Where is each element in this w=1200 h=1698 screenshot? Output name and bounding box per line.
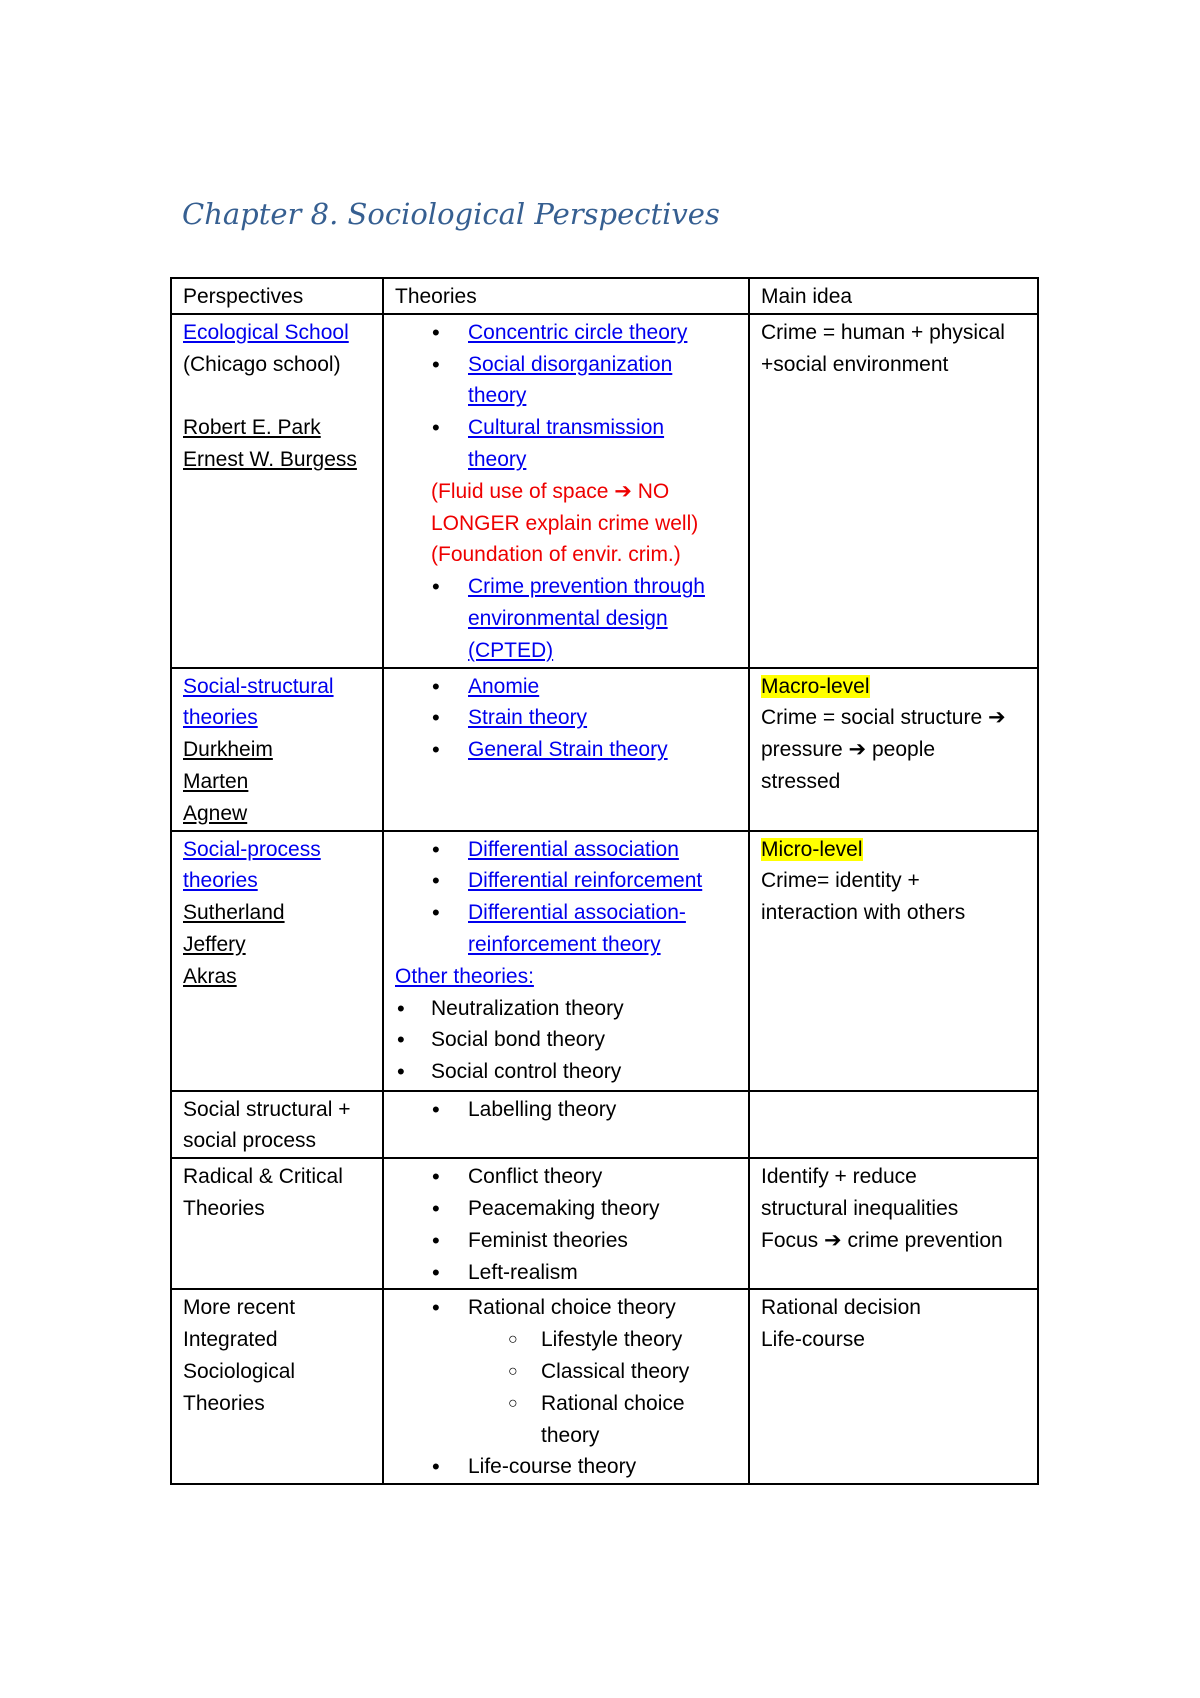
bullet-icon: •	[432, 868, 440, 894]
bullet-icon: •	[432, 836, 440, 862]
theorist-name: Robert E. Park	[183, 416, 321, 440]
theorist-name: Marten	[183, 769, 249, 793]
list-item: ○ Classical theory	[395, 1356, 738, 1388]
list-item: • Life-course theory	[395, 1451, 738, 1483]
perspective-subtitle: (Chicago school)	[183, 352, 341, 376]
other-theories-link[interactable]: Other theories:	[395, 964, 534, 988]
list-item: ○ Lifestyle theory	[395, 1324, 738, 1356]
header-perspectives: Perspectives	[171, 278, 383, 314]
table-row	[171, 1091, 1038, 1159]
list-item	[395, 412, 738, 476]
bullet-icon: •	[432, 1096, 440, 1122]
main-idea-cell	[749, 1158, 1038, 1289]
theory-list	[395, 1292, 738, 1324]
bullet-icon: •	[432, 1259, 440, 1285]
list-item	[395, 571, 738, 666]
theorist-name: Ernest W. Burgess	[183, 447, 357, 471]
list-item: • Social bond theory	[395, 1024, 738, 1056]
theorist-name: Akras	[183, 964, 237, 988]
list-item	[395, 734, 738, 766]
social-structural-link[interactable]: theories	[183, 706, 258, 730]
list-item: • Rational choice theory	[395, 1292, 738, 1324]
theory-link[interactable]: Concentric circle theory	[468, 320, 688, 344]
main-idea-line: Crime= identity +	[761, 869, 920, 893]
main-idea-line: stressed	[761, 769, 841, 793]
main-idea-cell	[749, 1289, 1038, 1484]
table-row	[171, 668, 1038, 831]
list-item: • Feminist theories	[395, 1225, 738, 1257]
bullet-icon: •	[432, 1164, 440, 1190]
theory-list	[395, 1161, 738, 1288]
theory-list	[395, 834, 738, 961]
main-idea-line: Life-course	[761, 1328, 865, 1352]
list-item	[395, 349, 738, 413]
table-row	[171, 1289, 1038, 1484]
social-structural-link[interactable]: Social-structural	[183, 674, 334, 698]
bullet-icon: •	[432, 1227, 440, 1253]
sub-theory-list	[395, 1324, 738, 1451]
theory-link[interactable]: Differential association-	[468, 901, 686, 925]
theory-link[interactable]: Social disorganization	[468, 352, 673, 376]
main-idea-line: Crime = social structure ➔	[761, 706, 1006, 730]
main-idea-line: +social environment	[761, 352, 949, 376]
bullet-icon: •	[432, 737, 440, 763]
header-main-idea: Main idea	[749, 278, 1038, 314]
theory-list	[395, 317, 738, 476]
main-idea-line: pressure ➔ people	[761, 738, 936, 762]
perspective-cell: Radical & Critical Theories	[171, 1158, 383, 1289]
right-arrow-icon: ➔	[614, 479, 632, 503]
list-item: • Conflict theory	[395, 1161, 738, 1193]
theorist-name: Sutherland	[183, 901, 285, 925]
bullet-icon: •	[432, 673, 440, 699]
theory-link[interactable]: Strain theory	[468, 706, 588, 730]
perspective-cell	[171, 668, 383, 831]
main-idea-line: Identify + reduce	[761, 1165, 917, 1189]
table-header-row	[171, 278, 1038, 314]
main-idea-cell	[749, 314, 1038, 668]
main-idea-line: Rational decision	[761, 1296, 921, 1320]
theory-list	[395, 571, 738, 666]
hollow-circle-icon: ○	[508, 1394, 518, 1412]
list-item: • Peacemaking theory	[395, 1193, 738, 1225]
list-item: ○ Rational choice theory	[395, 1388, 738, 1452]
theory-link[interactable]: Crime prevention through	[468, 575, 705, 599]
note-block	[395, 476, 738, 571]
right-arrow-icon: ➔	[988, 706, 1006, 730]
theory-link[interactable]: Anomie	[468, 674, 540, 698]
level-badge: Macro-level	[761, 674, 870, 698]
bullet-icon: •	[432, 1295, 440, 1321]
theory-list	[395, 1451, 738, 1483]
table-row	[171, 831, 1038, 1091]
theories-cell	[383, 1158, 749, 1289]
hollow-circle-icon: ○	[508, 1362, 518, 1380]
bullet-icon: •	[432, 1195, 440, 1221]
list-item	[395, 702, 738, 734]
main-idea-line: interaction with others	[761, 901, 966, 925]
theories-cell	[383, 1289, 749, 1484]
bullet-icon: •	[432, 415, 440, 441]
theories-cell	[383, 1091, 749, 1159]
perspectives-table	[170, 277, 1039, 1485]
bullet-icon: •	[432, 900, 440, 926]
theorist-name: Durkheim	[183, 738, 273, 762]
table-row	[171, 1158, 1038, 1289]
main-idea-line: structural inequalities	[761, 1196, 959, 1220]
list-item: • Neutralization theory	[395, 993, 738, 1025]
list-item	[395, 834, 738, 866]
perspective-cell	[171, 314, 383, 668]
list-item: • Social control theory	[395, 1056, 738, 1088]
bullet-icon: •	[432, 351, 440, 377]
note-line: (Foundation of envir. crim.)	[431, 543, 681, 567]
main-idea-line: Crime = human + physical	[761, 320, 1005, 344]
bullet-icon: •	[432, 705, 440, 731]
bullet-icon: •	[432, 319, 440, 345]
right-arrow-icon: ➔	[824, 1228, 842, 1252]
list-item	[395, 317, 738, 349]
main-idea-cell	[749, 1091, 1038, 1159]
note-line: (Fluid use of space ➔ NO	[431, 479, 670, 503]
main-idea-cell	[749, 668, 1038, 831]
hollow-circle-icon: ○	[508, 1331, 518, 1349]
theory-link[interactable]: (CPTED)	[468, 638, 554, 662]
perspective-cell: More recent Integrated Sociological Theories	[171, 1289, 383, 1484]
note-line: LONGER explain crime well)	[431, 511, 699, 535]
theories-cell	[383, 831, 749, 1091]
bullet-icon: •	[397, 1059, 405, 1085]
theory-list	[395, 1094, 738, 1126]
main-idea-cell	[749, 831, 1038, 1091]
social-process-link[interactable]: Social-process	[183, 837, 321, 861]
theory-link[interactable]: theory	[468, 384, 527, 408]
list-item	[395, 671, 738, 703]
perspective-cell: Social structural + social process	[171, 1091, 383, 1159]
list-item: • Left-realism	[395, 1257, 738, 1289]
theory-list	[395, 671, 738, 766]
theorist-name: Agnew	[183, 801, 248, 825]
list-item	[395, 897, 738, 961]
perspective-cell	[171, 831, 383, 1091]
theory-link[interactable]: environmental design	[468, 606, 668, 630]
bullet-icon: •	[432, 574, 440, 600]
table-row	[171, 314, 1038, 668]
ecological-school-link[interactable]: Ecological School	[183, 320, 349, 344]
theories-cell	[383, 668, 749, 831]
page-title: Chapter 8. Sociological Perspectives	[182, 197, 720, 231]
header-theories: Theories	[383, 278, 749, 314]
level-badge: Micro-level	[761, 837, 863, 861]
social-process-link[interactable]: theories	[183, 869, 258, 893]
bullet-icon: •	[397, 995, 405, 1021]
other-theory-list	[395, 993, 738, 1088]
theory-link[interactable]: General Strain theory	[468, 738, 668, 762]
main-idea-line: Focus ➔ crime prevention	[761, 1228, 1003, 1252]
theory-link[interactable]: reinforcement theory	[468, 932, 661, 956]
bullet-icon: •	[397, 1027, 405, 1053]
theorist-name: Jeffery	[183, 932, 246, 956]
theory-link[interactable]: Differential reinforcement	[468, 869, 703, 893]
list-item	[395, 865, 738, 897]
theories-cell	[383, 314, 749, 668]
theory-link[interactable]: theory	[468, 447, 527, 471]
right-arrow-icon: ➔	[848, 738, 867, 762]
theory-link[interactable]: Cultural transmission	[468, 416, 665, 440]
bullet-icon: •	[432, 1454, 440, 1480]
theory-link[interactable]: Differential association	[468, 837, 679, 861]
list-item: • Labelling theory	[395, 1094, 738, 1126]
